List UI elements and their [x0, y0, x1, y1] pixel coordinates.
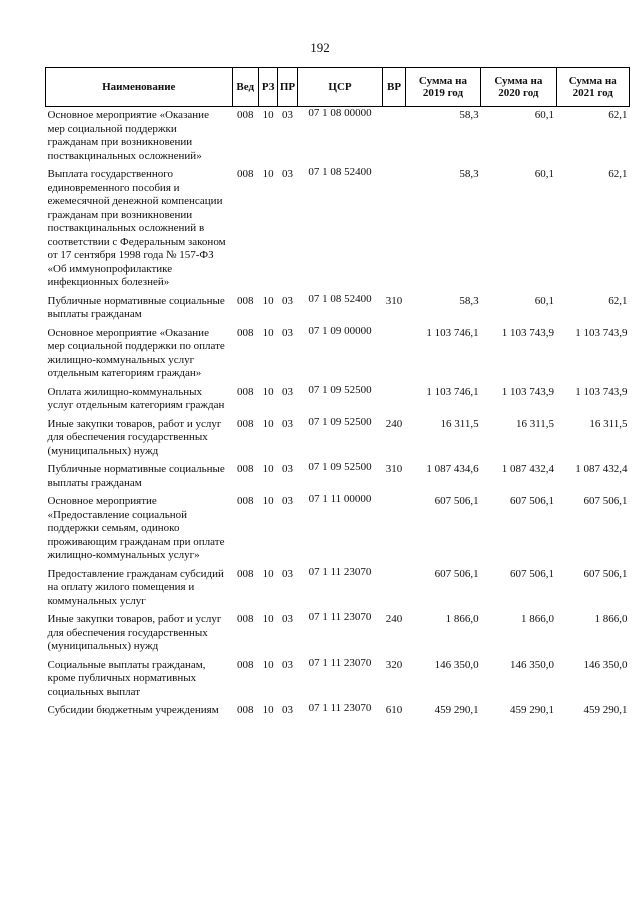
row-vr: [383, 493, 405, 566]
header-rz: РЗ: [258, 68, 277, 107]
row-sum-2020: 607 506,1: [510, 495, 555, 507]
row-csr: 07 1 09 52500: [308, 415, 372, 428]
row-sum-2020: 60,1: [534, 294, 555, 307]
row-csr: 07 1 11 23070: [308, 611, 372, 623]
table-row: [46, 461, 630, 493]
row-ved: 008: [236, 294, 254, 307]
row-sum-2021: 607 506,1: [583, 495, 628, 507]
row-pr: 03: [282, 567, 294, 580]
row-sum-2019: 58,3: [459, 109, 479, 121]
row-sum-2019: 607 506,1: [434, 567, 479, 580]
row-ved: 008: [236, 658, 254, 671]
row-sum-2019: 58,3: [459, 294, 479, 307]
row-vr: 240: [385, 613, 403, 625]
row-vr: 240: [385, 417, 403, 430]
row-sum-2020: 60,1: [534, 109, 555, 121]
row-sum-2019: 1 103 746,1: [426, 385, 479, 398]
table-row: [46, 384, 630, 416]
row-vr: [383, 325, 405, 384]
row-name: Публичные нормативные социальные выплаты гражданам: [47, 294, 225, 320]
row-vr: 320: [385, 658, 403, 671]
row-sum-2021: 16 311,5: [589, 417, 628, 430]
row-name: Иные закупки товаров, работ и услуг для обеспечения государственных (муниципальных) нужд: [47, 613, 222, 652]
table-row: [46, 325, 630, 384]
row-sum-2021: 1 103 743,9: [575, 326, 628, 339]
row-pr: 03: [282, 294, 294, 307]
table-row: [46, 416, 630, 462]
row-vr: [383, 166, 405, 293]
row-ved: 008: [236, 109, 254, 121]
row-sum-2021: 459 290,1: [583, 704, 628, 716]
row-rz: 10: [262, 385, 274, 398]
row-sum-2019: 146 350,0: [434, 658, 479, 671]
row-sum-2020: 60,1: [534, 168, 555, 180]
row-ved: 008: [236, 613, 254, 625]
row-pr: 03: [282, 463, 294, 475]
row-sum-2020: 1 103 743,9: [501, 326, 555, 339]
row-pr: 03: [282, 385, 294, 398]
row-ved: 008: [236, 495, 254, 507]
row-ved: 008: [236, 385, 254, 398]
row-name: Публичные нормативные социальные выплаты гражданам: [47, 463, 225, 489]
table-row: [46, 566, 630, 612]
header-name: Наименование: [46, 68, 233, 107]
row-pr: 03: [282, 326, 294, 339]
row-ved: 008: [236, 704, 254, 716]
header-sum-2019: Сумма на 2019 год: [405, 68, 480, 107]
row-rz: 10: [262, 704, 274, 716]
row-pr: 03: [282, 417, 294, 430]
row-csr: 07 1 11 23070: [308, 656, 372, 669]
row-sum-2021: 1 103 743,9: [575, 385, 628, 398]
row-sum-2021: 62,1: [608, 294, 628, 307]
row-name: Основное мероприятие «Оказание мер социальной поддержки по оплате жилищно-коммунальных услуг отдельным категориям граждан»: [47, 326, 225, 379]
row-pr: 03: [282, 168, 294, 180]
row-csr: 07 1 11 23070: [308, 565, 372, 578]
budget-table: [45, 67, 630, 721]
table-row: [46, 166, 630, 293]
row-sum-2021: 1 087 432,4: [575, 463, 628, 475]
header-sum-2021: Сумма на 2021 год: [556, 68, 629, 107]
row-csr: 07 1 11 23070: [308, 702, 372, 714]
table-header: [46, 68, 630, 107]
header-csr: ЦСР: [297, 68, 383, 107]
row-rz: 10: [262, 463, 274, 475]
row-vr: [383, 566, 405, 612]
row-csr: 07 1 08 00000: [308, 107, 372, 119]
row-sum-2020: 146 350,0: [510, 658, 555, 671]
row-rz: 10: [262, 168, 274, 180]
header-sum-2020: Сумма на 2020 год: [481, 68, 556, 107]
row-vr: 610: [385, 704, 403, 716]
row-name: Социальные выплаты гражданам, кроме публичных нормативных социальных выплат: [47, 658, 206, 698]
table-row: [46, 657, 630, 703]
row-name: Оплата жилищно-коммунальных услуг отдельным категориям граждан: [47, 385, 225, 411]
row-sum-2020: 1 866,0: [521, 613, 555, 625]
row-ved: 008: [236, 463, 254, 475]
row-sum-2020: 459 290,1: [510, 704, 555, 716]
row-sum-2019: 58,3: [459, 168, 479, 180]
row-rz: 10: [262, 294, 274, 307]
row-rz: 10: [262, 495, 274, 507]
row-sum-2019: 16 311,5: [440, 417, 479, 430]
row-vr: 310: [385, 463, 403, 475]
row-sum-2019: 1 087 434,6: [426, 463, 479, 475]
page-number: 192: [310, 40, 330, 55]
row-sum-2020: 607 506,1: [510, 567, 555, 580]
table-row: [46, 493, 630, 566]
row-vr: 310: [385, 294, 403, 307]
row-pr: 03: [282, 109, 294, 121]
row-sum-2019: 607 506,1: [434, 495, 479, 507]
row-rz: 10: [262, 109, 274, 121]
row-sum-2021: 62,1: [608, 109, 628, 121]
row-name: Основное мероприятие «Оказание мер социальной поддержки гражданам при возникновении поствакцинальных осложнений»: [47, 109, 209, 162]
row-name: Предоставление гражданам субсидий на оплату жилого помещения и коммунальных услуг: [47, 567, 224, 607]
row-sum-2021: 1 866,0: [594, 613, 628, 625]
header-pr: ПР: [278, 68, 297, 107]
row-csr: 07 1 08 52400: [308, 166, 372, 178]
row-csr: 07 1 08 52400: [308, 292, 372, 305]
row-sum-2020: 1 087 432,4: [501, 463, 555, 475]
row-name: Иные закупки товаров, работ и услуг для обеспечения государственных (муниципальных) нужд: [47, 417, 222, 457]
row-pr: 03: [282, 704, 294, 716]
row-rz: 10: [262, 613, 274, 625]
row-pr: 03: [282, 658, 294, 671]
table-row: [46, 611, 630, 657]
row-name: Выплата государственного единовременного пособия и ежемесячной денежной компенсации гражданам при возникновении поствакцинальных осложнений в соответствии с Федеральным законом от 17 сентября 1998 года № 157-ФЗ «Об иммунопрофилактике инфекционных болезней»: [47, 168, 226, 288]
table-body: [46, 107, 630, 721]
header-vr: ВР: [383, 68, 405, 107]
row-rz: 10: [262, 567, 274, 580]
row-sum-2021: 62,1: [608, 168, 628, 180]
row-ved: 008: [236, 326, 254, 339]
row-vr: [383, 107, 405, 167]
row-name: Субсидии бюджетным учреждениям: [47, 704, 219, 716]
row-sum-2019: 459 290,1: [434, 704, 479, 716]
row-rz: 10: [262, 417, 274, 430]
table-row: [46, 293, 630, 325]
row-name: Основное мероприятие «Предоставление социальной поддержки семьям, одиноко проживающим гражданам при оплате жилищно-коммунальных услуг»: [47, 495, 225, 561]
header-ved: Вед: [232, 68, 258, 107]
row-pr: 03: [282, 613, 294, 625]
row-rz: 10: [262, 326, 274, 339]
row-ved: 008: [236, 168, 254, 180]
row-csr: 07 1 09 52500: [308, 383, 372, 396]
row-ved: 008: [236, 417, 254, 430]
row-vr: [383, 384, 405, 416]
row-rz: 10: [262, 658, 274, 671]
row-sum-2020: 1 103 743,9: [501, 385, 555, 398]
row-csr: 07 1 11 00000: [308, 493, 372, 505]
row-sum-2021: 146 350,0: [583, 658, 628, 671]
row-sum-2021: 607 506,1: [583, 567, 628, 580]
row-csr: 07 1 09 52500: [308, 461, 372, 473]
row-sum-2019: 1 103 746,1: [426, 326, 479, 339]
row-sum-2020: 16 311,5: [515, 417, 555, 430]
row-pr: 03: [282, 495, 294, 507]
row-sum-2019: 1 866,0: [445, 613, 479, 625]
row-csr: 07 1 09 00000: [308, 324, 372, 337]
row-ved: 008: [236, 567, 254, 580]
table-row: [46, 107, 630, 167]
table-row: [46, 702, 630, 721]
